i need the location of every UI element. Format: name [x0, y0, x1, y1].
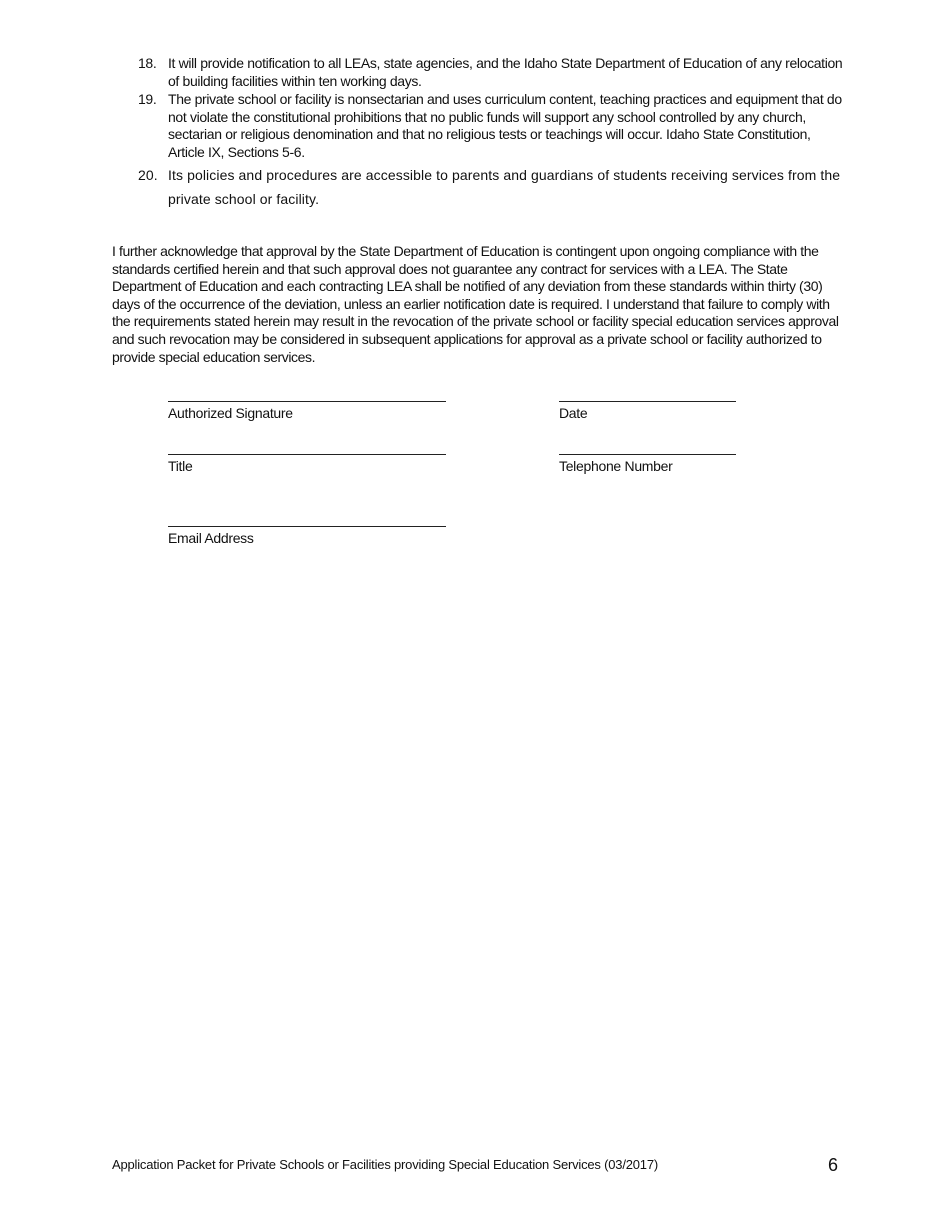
footer-text: Application Packet for Private Schools or Facilities providing Special Education Services (03/2017)	[112, 1157, 658, 1172]
title-line[interactable]	[168, 442, 446, 455]
signature-line[interactable]	[168, 389, 446, 402]
list-item-number: 18.	[138, 55, 157, 71]
title-field[interactable]	[168, 442, 446, 474]
date-field[interactable]	[559, 389, 736, 421]
list-item-text: It will provide notification to all LEAs, state agencies, and the Idaho State Department of Education of any relocation of building facilities within ten working days.	[168, 55, 843, 89]
date-label: Date	[559, 405, 588, 421]
list-item-number: 19.	[138, 91, 157, 108]
telephone-field[interactable]	[559, 442, 736, 474]
list-item-number: 20.	[138, 166, 158, 183]
email-line[interactable]	[168, 514, 446, 527]
list-item	[138, 91, 844, 161]
list-item	[138, 55, 844, 90]
list-item-text: The private school or facility is nonsectarian and uses curriculum content, teaching practices and equipment that do not violate the constitutional prohibitions that no public funds will support any school controlled by any church, sectarian or religious denomination and that no religious tests or teachings will occur. Idaho State Constitution, Article IX, Sections 5-6.	[168, 91, 842, 160]
title-label: Title	[168, 458, 193, 474]
authorized-signature-label: Authorized Signature	[168, 405, 293, 421]
date-line[interactable]	[559, 389, 736, 402]
email-field[interactable]	[168, 514, 446, 546]
telephone-label: Telephone Number	[559, 458, 673, 474]
list-item-text: Its policies and procedures are accessible to parents and guardians of students receiving services from the private school or facility.	[168, 166, 841, 207]
acknowledgement-paragraph: I further acknowledge that approval by the State Department of Education is contingent upon ongoing compliance with the standards certified herein and that such approval does not guarantee any contract for services with a LEA. The State Department of Education and each contracting LEA shall be notified of any deviation from these standards within thirty (30) days of the occurrence of the deviation, unless an earlier notification date is required. I understand that failure to comply with the requirements stated herein may result in the revocation of the private school or facility special education services approval and such revocation may be considered in subsequent applications for approval as a private school or facility authorized to provide special education services.	[112, 243, 839, 365]
telephone-line[interactable]	[559, 442, 736, 455]
authorized-signature-field[interactable]	[168, 389, 446, 421]
email-label: Email Address	[168, 530, 254, 546]
requirements-list	[138, 55, 844, 212]
list-item	[138, 163, 844, 211]
page-number: 6	[828, 1155, 839, 1175]
